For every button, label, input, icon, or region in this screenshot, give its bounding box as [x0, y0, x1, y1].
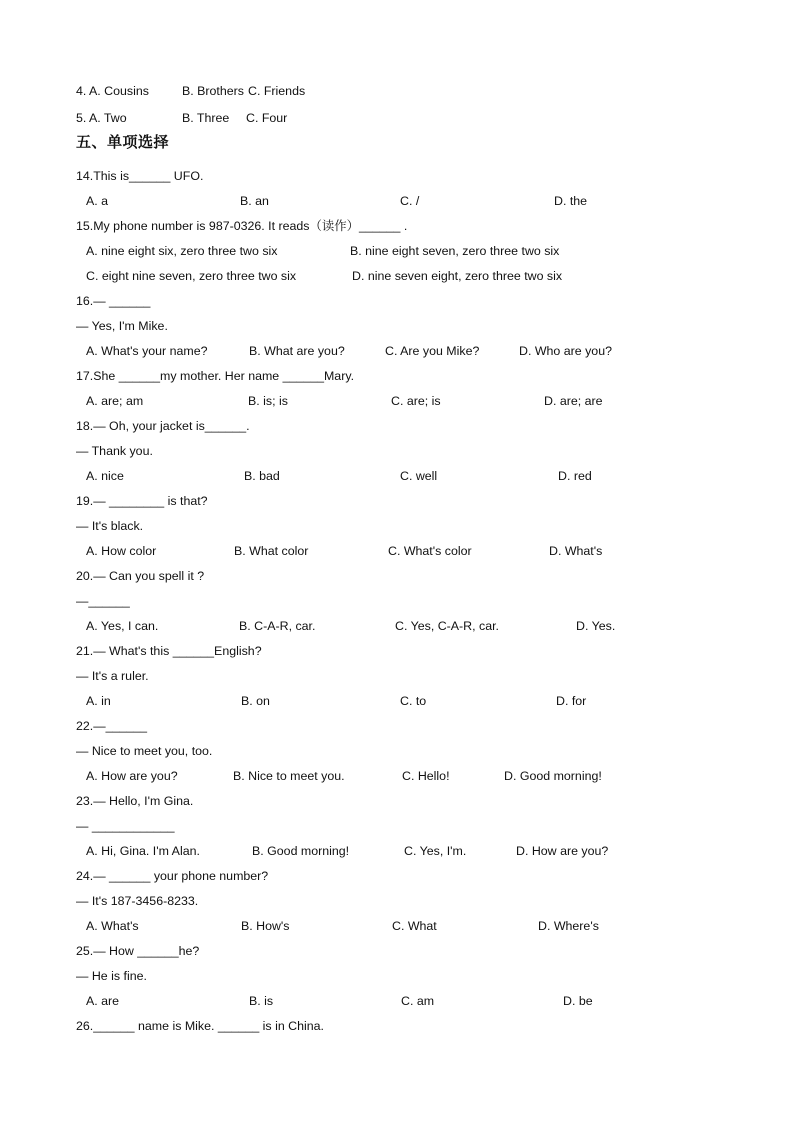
- item-number: 4.: [76, 84, 87, 98]
- question-line: 18.— Oh, your jacket is______.: [76, 419, 250, 433]
- question-line: — Thank you.: [76, 444, 153, 458]
- answer-option[interactable]: B. What are you?: [249, 344, 345, 358]
- answer-option[interactable]: D. Good morning!: [504, 769, 602, 783]
- answer-option[interactable]: A. Two: [89, 111, 127, 125]
- answer-option[interactable]: D. What's: [549, 544, 603, 558]
- answer-option[interactable]: A. How color: [86, 544, 157, 558]
- answer-option[interactable]: A. are; am: [86, 394, 144, 408]
- answer-option[interactable]: C. Four: [246, 111, 288, 125]
- answer-option[interactable]: D. red: [558, 469, 592, 483]
- question-line: 24.— ______ your phone number?: [76, 869, 269, 883]
- answer-option[interactable]: B. bad: [244, 469, 280, 483]
- answer-option[interactable]: C. eight nine seven, zero three two six: [86, 269, 297, 283]
- answer-option[interactable]: C. to: [400, 694, 427, 708]
- answer-option[interactable]: D. the: [554, 194, 588, 208]
- item-number: 5.: [76, 111, 87, 125]
- answer-option[interactable]: C. Friends: [248, 84, 306, 98]
- answer-option[interactable]: B. How's: [241, 919, 290, 933]
- answer-option[interactable]: C. Yes, C-A-R, car.: [395, 619, 499, 633]
- answer-option[interactable]: A. Yes, I can.: [86, 619, 159, 633]
- question-line: 22.—______: [76, 719, 147, 733]
- answer-option[interactable]: A. Hi, Gina. I'm Alan.: [86, 844, 200, 858]
- question-line: 15.My phone number is 987-0326. It reads（读作）______ .: [76, 219, 408, 233]
- question-line: 26.______ name is Mike. ______ is in China.: [76, 1019, 324, 1033]
- answer-option[interactable]: C. Are you Mike?: [385, 344, 480, 358]
- answer-option[interactable]: B. nine eight seven, zero three two six: [350, 244, 560, 258]
- question-line: —______: [76, 594, 130, 608]
- answer-option[interactable]: B. Nice to meet you.: [233, 769, 345, 783]
- answer-option[interactable]: B. on: [241, 694, 270, 708]
- question-line: — ____________: [76, 819, 175, 833]
- answer-option[interactable]: C. Hello!: [402, 769, 450, 783]
- question-line: — Nice to meet you, too.: [76, 744, 213, 758]
- answer-option[interactable]: A. How are you?: [86, 769, 178, 783]
- answer-option[interactable]: C. What: [392, 919, 437, 933]
- answer-option[interactable]: B. What color: [234, 544, 309, 558]
- answer-option[interactable]: B. C-A-R, car.: [239, 619, 316, 633]
- question-line: — It's 187-3456-8233.: [76, 894, 199, 908]
- answer-option[interactable]: D. Who are you?: [519, 344, 612, 358]
- answer-option[interactable]: D. How are you?: [516, 844, 609, 858]
- answer-option[interactable]: A. What's your name?: [86, 344, 208, 358]
- answer-option[interactable]: C. are; is: [391, 394, 441, 408]
- question-line: — It's a ruler.: [76, 669, 149, 683]
- question-line: 17.She ______my mother. Her name ______Mary.: [76, 369, 355, 383]
- question-line: — Yes, I'm Mike.: [76, 319, 168, 333]
- question-line: — He is fine.: [76, 969, 147, 983]
- question-line: 21.— What's this ______English?: [76, 644, 262, 658]
- answer-option[interactable]: D. be: [563, 994, 593, 1008]
- answer-option[interactable]: D. Yes.: [576, 619, 616, 633]
- question-line: — It's black.: [76, 519, 144, 533]
- answer-option[interactable]: C. am: [401, 994, 435, 1008]
- answer-option[interactable]: B. is; is: [248, 394, 288, 408]
- answer-option[interactable]: A. nice: [86, 469, 124, 483]
- answer-option[interactable]: B. Brothers: [182, 84, 244, 98]
- answer-option[interactable]: C. Yes, I'm.: [404, 844, 467, 858]
- answer-option[interactable]: D. nine seven eight, zero three two six: [352, 269, 563, 283]
- answer-option[interactable]: B. Three: [182, 111, 230, 125]
- answer-option[interactable]: A. What's: [86, 919, 139, 933]
- question-line: 16.— ______: [76, 294, 151, 308]
- answer-option[interactable]: C. well: [400, 469, 438, 483]
- answer-option[interactable]: A. nine eight six, zero three two six: [86, 244, 278, 258]
- answer-option[interactable]: D. are; are: [544, 394, 603, 408]
- question-line: 25.— How ______he?: [76, 944, 200, 958]
- answer-option[interactable]: A. are: [86, 994, 120, 1008]
- answer-option[interactable]: A. a: [86, 194, 109, 208]
- answer-option[interactable]: B. Good morning!: [252, 844, 350, 858]
- question-line: 20.— Can you spell it ?: [76, 569, 205, 583]
- question-line: 19.— ________ is that?: [76, 494, 208, 508]
- section-title: 五、单项选择: [76, 133, 170, 151]
- question-stem: 14.This is______ UFO.: [76, 169, 204, 183]
- answer-option[interactable]: C. /: [400, 194, 420, 208]
- answer-option[interactable]: B. is: [249, 994, 274, 1008]
- answer-option[interactable]: C. What's color: [388, 544, 472, 558]
- question-line: 23.— Hello, I'm Gina.: [76, 794, 194, 808]
- answer-option[interactable]: B. an: [240, 194, 269, 208]
- answer-option[interactable]: D. for: [556, 694, 587, 708]
- answer-option[interactable]: A. Cousins: [89, 84, 149, 98]
- answer-option[interactable]: A. in: [86, 694, 111, 708]
- answer-option[interactable]: D. Where's: [538, 919, 599, 933]
